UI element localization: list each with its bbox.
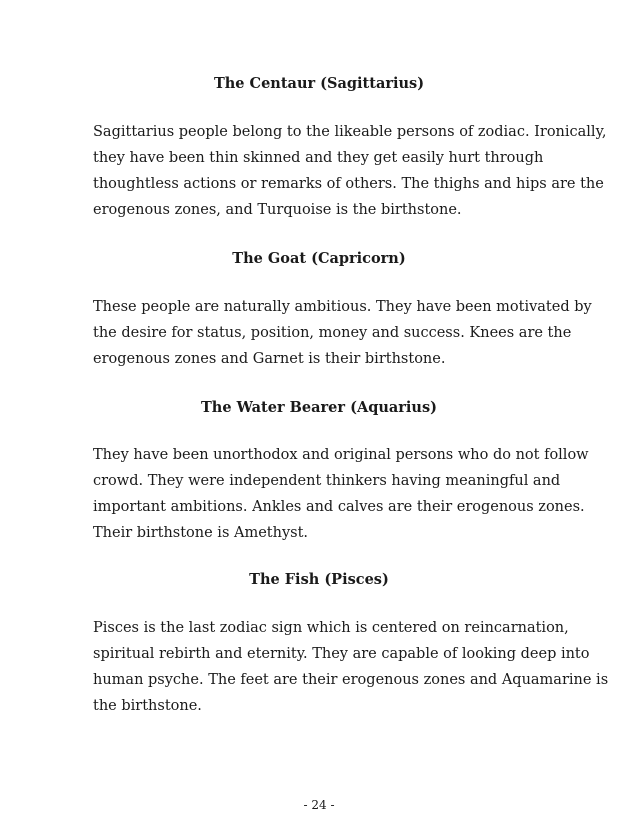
text-line: thoughtless actions or remarks of others. The thighs and hips are the — [93, 176, 604, 192]
text-line: Sagittarius people belong to the likeable persons of zodiac. Ironically, — [93, 124, 607, 140]
text-line: the birthstone. — [93, 698, 202, 714]
paragraph-aquarius — [93, 442, 589, 546]
text-line: spiritual rebirth and eternity. They are capable of looking deep into — [93, 646, 590, 662]
text-line: important ambitions. Ankles and calves are their erogenous zones. — [93, 499, 585, 515]
text-line: Pisces is the last zodiac sign which is centered on reincarnation, — [93, 620, 569, 636]
text-line: human psyche. The feet are their erogenous zones and Aquamarine is — [93, 672, 609, 688]
page-number: - 24 - — [303, 798, 335, 812]
text-line: These people are naturally ambitious. They have been motivated by — [93, 299, 592, 315]
text-line: crowd. They were independent thinkers having meaningful and — [93, 473, 561, 489]
text-line: erogenous zones, and Turquoise is the birthstone. — [93, 202, 462, 218]
heading-pisces: The Fish (Pisces) — [249, 571, 389, 588]
text-line: they have been thin skinned and they get easily hurt through — [93, 150, 544, 166]
heading-sagittarius: The Centaur (Sagittarius) — [213, 75, 425, 92]
text-line: the desire for status, position, money and success. Knees are the — [93, 325, 572, 341]
paragraph-pisces — [93, 615, 609, 719]
heading-capricorn: The Goat (Capricorn) — [232, 250, 406, 267]
paragraph-sagittarius — [93, 119, 607, 223]
text-line: Their birthstone is Amethyst. — [93, 525, 309, 541]
paragraph-capricorn — [93, 294, 592, 372]
heading-aquarius: The Water Bearer (Aquarius) — [201, 399, 437, 416]
text-line: erogenous zones and Garnet is their birthstone. — [93, 351, 446, 367]
text-line: They have been unorthodox and original persons who do not follow — [93, 447, 589, 463]
